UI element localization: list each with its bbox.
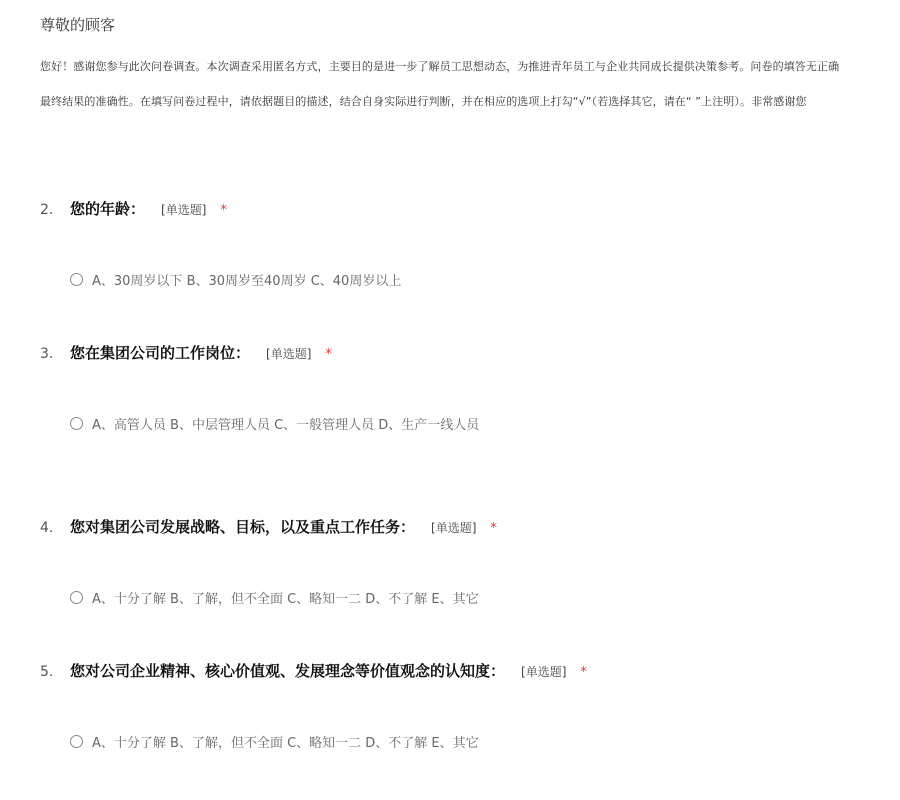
question-title: 您的年龄：: [70, 200, 146, 218]
question-header: [40, 198, 227, 222]
question-title: 您对集团公司发展战略、目标，以及重点工作任务：: [70, 518, 416, 536]
question-3: [40, 342, 480, 433]
question-number: 4.: [40, 520, 54, 536]
question-title: 您在集团公司的工作岗位：: [70, 344, 251, 362]
question-type-tag: [单选题]: [266, 347, 312, 361]
question-number: 3.: [40, 346, 54, 362]
required-marker: *: [325, 347, 332, 362]
question-number: 2.: [40, 202, 54, 218]
required-marker: *: [580, 665, 587, 680]
question-number: 5.: [40, 664, 54, 680]
intro-text-line-1: 您好！感谢您参与此次问卷调查。本次调查采用匿名方式，主要目的是进一步了解员工思想动态，为推进青年员工与企业共同成长提供决策参考。问卷的填答无正确: [40, 60, 840, 73]
required-marker: *: [220, 203, 227, 218]
option-row[interactable]: [70, 270, 401, 289]
question-header: [40, 660, 587, 684]
question-type-tag: [单选题]: [521, 665, 567, 679]
radio-button[interactable]: [70, 735, 83, 748]
option-row[interactable]: [70, 588, 479, 607]
option-label[interactable]: A、30周岁以下 B、30周岁至40周岁 C、40周岁以上: [92, 274, 402, 289]
question-type-tag: [单选题]: [431, 521, 477, 535]
radio-button[interactable]: [70, 417, 83, 430]
option-row[interactable]: [70, 732, 479, 751]
question-5: [40, 660, 587, 751]
radio-button[interactable]: [70, 591, 83, 604]
intro-text-line-2: 最终结果的准确性。在填写问卷过程中，请依据题目的描述，结合自身实际进行判断，并在相应的选项上打勾“√”（若选择其它，请在“ ”上注明）。非常感谢您: [40, 95, 807, 108]
option-label[interactable]: A、十分了解 B、了解，但不全面 C、略知一二 D、不了解 E、其它: [92, 736, 479, 751]
radio-button[interactable]: [70, 273, 83, 286]
option-row[interactable]: [70, 414, 479, 433]
question-type-tag: [单选题]: [161, 203, 207, 217]
question-2: [40, 198, 402, 289]
greeting-heading: 尊敬的顾客: [40, 16, 116, 34]
option-label[interactable]: A、十分了解 B、了解，但不全面 C、略知一二 D、不了解 E、其它: [92, 592, 479, 607]
required-marker: *: [490, 521, 497, 536]
question-header: [40, 516, 497, 540]
question-4: [40, 516, 497, 607]
question-header: [40, 342, 332, 366]
question-title: 您对公司企业精神、核心价值观、发展理念等价值观念的认知度：: [70, 662, 506, 680]
option-label[interactable]: A、高管人员 B、中层管理人员 C、一般管理人员 D、生产一线人员: [92, 418, 480, 433]
